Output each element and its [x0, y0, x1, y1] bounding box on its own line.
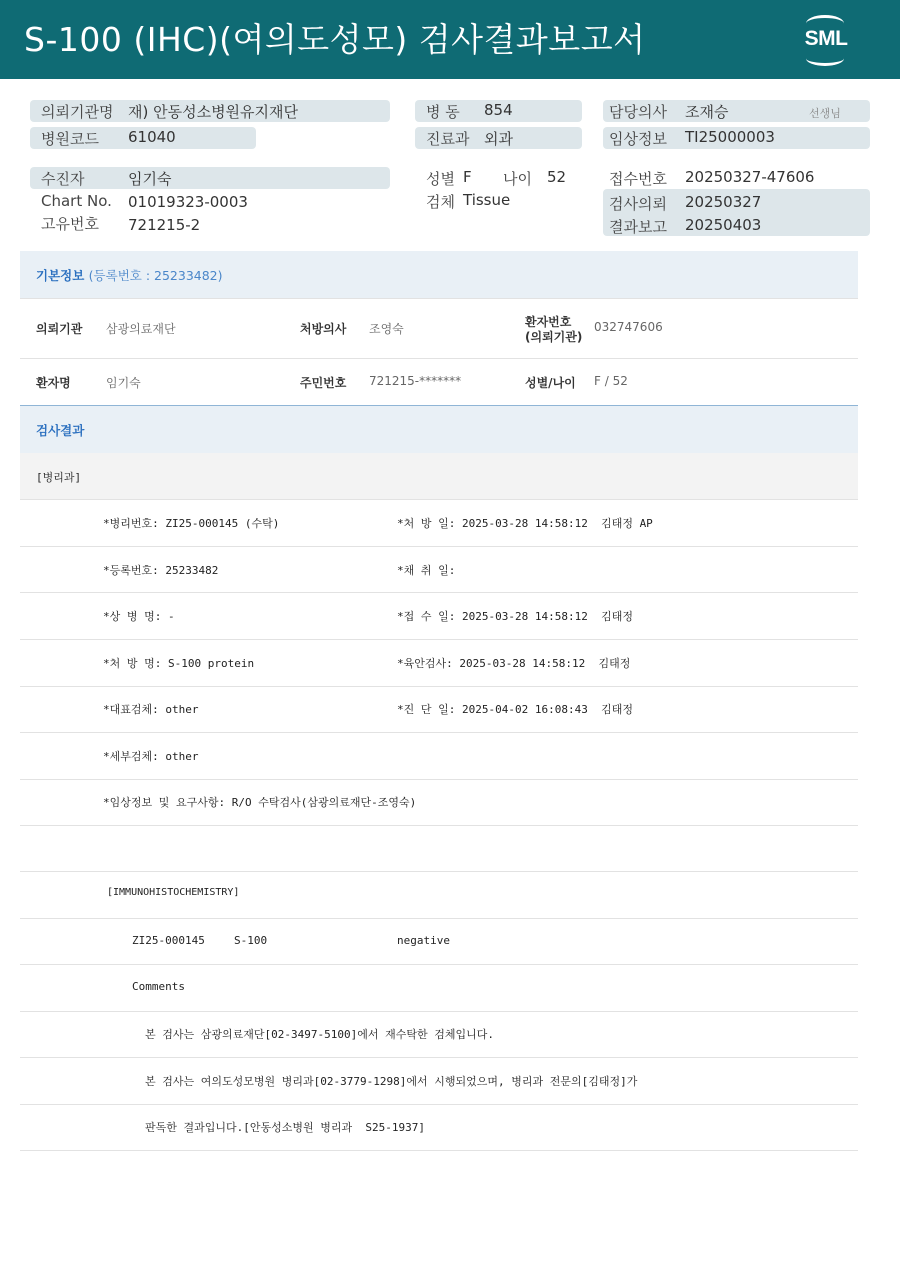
basic-info-title-text: 기본정보: [36, 268, 85, 283]
comments-label: Comments: [132, 980, 185, 993]
sexage-value: F / 52: [594, 374, 628, 388]
name-value: 임기숙: [106, 376, 141, 390]
ihc-no: ZI25-000145: [132, 934, 205, 947]
divider: [20, 1057, 858, 1058]
receipt-value: 20250327-47606: [685, 168, 815, 186]
divider: [20, 779, 858, 780]
divider: [20, 686, 858, 687]
inst-label: 의뢰기관: [36, 322, 83, 336]
divider: [20, 964, 858, 965]
sexage-label: 성별/나이: [525, 376, 576, 390]
clinical-label: 임상정보: [609, 130, 667, 148]
report-header: [0, 0, 900, 79]
divider: [20, 1011, 858, 1012]
age-value: 52: [547, 168, 567, 186]
unique-label: 고유번호: [41, 215, 99, 233]
sex-value: F: [463, 168, 472, 186]
prescriber-value: 조영숙: [369, 322, 404, 336]
prescriber-label: 처방의사: [300, 322, 347, 336]
unique-value: 721215-2: [128, 216, 201, 234]
name-label: 환자명: [36, 376, 71, 390]
receipt-label: 접수번호: [609, 170, 667, 188]
age-label: 나이: [503, 170, 532, 188]
ihc-result: negative: [397, 934, 450, 947]
divider: [20, 358, 858, 359]
logo-text: SML: [804, 27, 848, 50]
request-value: 20250327: [685, 193, 762, 211]
ihc-test: S-100: [234, 934, 268, 947]
rrn-value: 721215-*******: [369, 374, 462, 388]
hospital-code-value: 61040: [128, 128, 176, 146]
doctor-suffix: 선생님: [809, 107, 841, 120]
report-title: S-100 (IHC)(여의도성모) 검사결과보고서: [24, 20, 646, 59]
divider: [20, 825, 858, 826]
ward-value: 854: [484, 101, 513, 119]
result-row-right: *채 취 일:: [397, 564, 456, 577]
chart-label: Chart No.: [41, 192, 112, 210]
result-row-right: *진 단 일: 2025-04-02 16:08:43 김태정: [397, 703, 633, 716]
divider: [20, 298, 858, 299]
result-row-right: *처 방 일: 2025-03-28 14:58:12 김태정 AP: [397, 517, 653, 530]
dept-label: 진료과: [426, 130, 470, 148]
divider: [20, 732, 858, 733]
divider: [20, 1150, 858, 1151]
comment-line: 본 검사는 여의도성모병원 병리과[02-3779-1298]에서 시행되었으며, 병리과 전문의[김태정]가: [145, 1075, 638, 1088]
chart-value: 01019323-0003: [128, 193, 248, 211]
result-row-left: *상 병 명: -: [103, 610, 175, 623]
dept-label: [병리과]: [36, 471, 82, 484]
result-header: [20, 406, 858, 453]
specimen-label: 검체: [426, 193, 455, 211]
patient-no-label-sub: (의뢰기관): [525, 330, 583, 344]
divider: [20, 546, 858, 547]
result-row-left: *등록번호: 25233482: [103, 564, 219, 577]
specimen-value: Tissue: [463, 191, 511, 209]
result-row-left: *세부검체: other: [103, 750, 199, 763]
result-row-left: *병리번호: ZI25-000145 (수탁): [103, 517, 280, 530]
divider: [20, 499, 858, 500]
divider: [20, 639, 858, 640]
divider: [20, 1104, 858, 1105]
hospital-code-label: 병원코드: [41, 130, 99, 148]
institution-value: 재) 안동성소병원유지재단: [128, 103, 299, 121]
divider: [20, 871, 858, 872]
result-row-left: *처 방 명: S-100 protein: [103, 657, 255, 670]
sex-label: 성별: [426, 170, 455, 188]
inst-value: 삼광의료재단: [106, 322, 176, 336]
patient-value: 임기숙: [128, 170, 172, 188]
doctor-value: 조재승: [685, 103, 729, 121]
dept-value: 외과: [484, 130, 513, 148]
comment-line: 판독한 결과입니다.[안동성소병원 병리과 S25-1937]: [145, 1121, 425, 1134]
patient-label: 수진자: [41, 170, 85, 188]
institution-label: 의뢰기관명: [41, 103, 114, 121]
report-value: 20250403: [685, 216, 762, 234]
ihc-header: [IMMUNOHISTOCHEMISTRY]: [107, 887, 240, 898]
result-row-left: *임상정보 및 요구사항: R/O 수탁검사(삼광의료재단-조영숙): [103, 796, 417, 809]
basic-info-reg-no: (등록번호 : 25233482): [88, 268, 223, 283]
rrn-label: 주민번호: [300, 376, 347, 390]
divider: [20, 592, 858, 593]
logo-arc-bottom: [806, 51, 844, 66]
result-row-right: *육안검사: 2025-03-28 14:58:12 김태정: [397, 657, 631, 670]
basic-info-title: [36, 266, 223, 284]
sml-logo: [798, 13, 854, 65]
comment-line: 본 검사는 삼광의료재단[02-3497-5100]에서 재수탁한 검체입니다.: [145, 1028, 494, 1041]
result-row-right: *접 수 일: 2025-03-28 14:58:12 김태정: [397, 610, 633, 623]
ward-label: 병 동: [426, 103, 460, 121]
request-label: 검사의뢰: [609, 195, 667, 213]
report-label: 결과보고: [609, 218, 667, 236]
divider: [20, 918, 858, 919]
patient-no-value: 032747606: [594, 320, 663, 334]
patient-no-label: 환자번호: [525, 315, 572, 329]
dept-band: [20, 453, 858, 499]
doctor-label: 담당의사: [609, 103, 667, 121]
result-title: 검사결과: [36, 423, 85, 438]
clinical-value: TI25000003: [685, 128, 775, 146]
result-row-left: *대표검체: other: [103, 703, 199, 716]
